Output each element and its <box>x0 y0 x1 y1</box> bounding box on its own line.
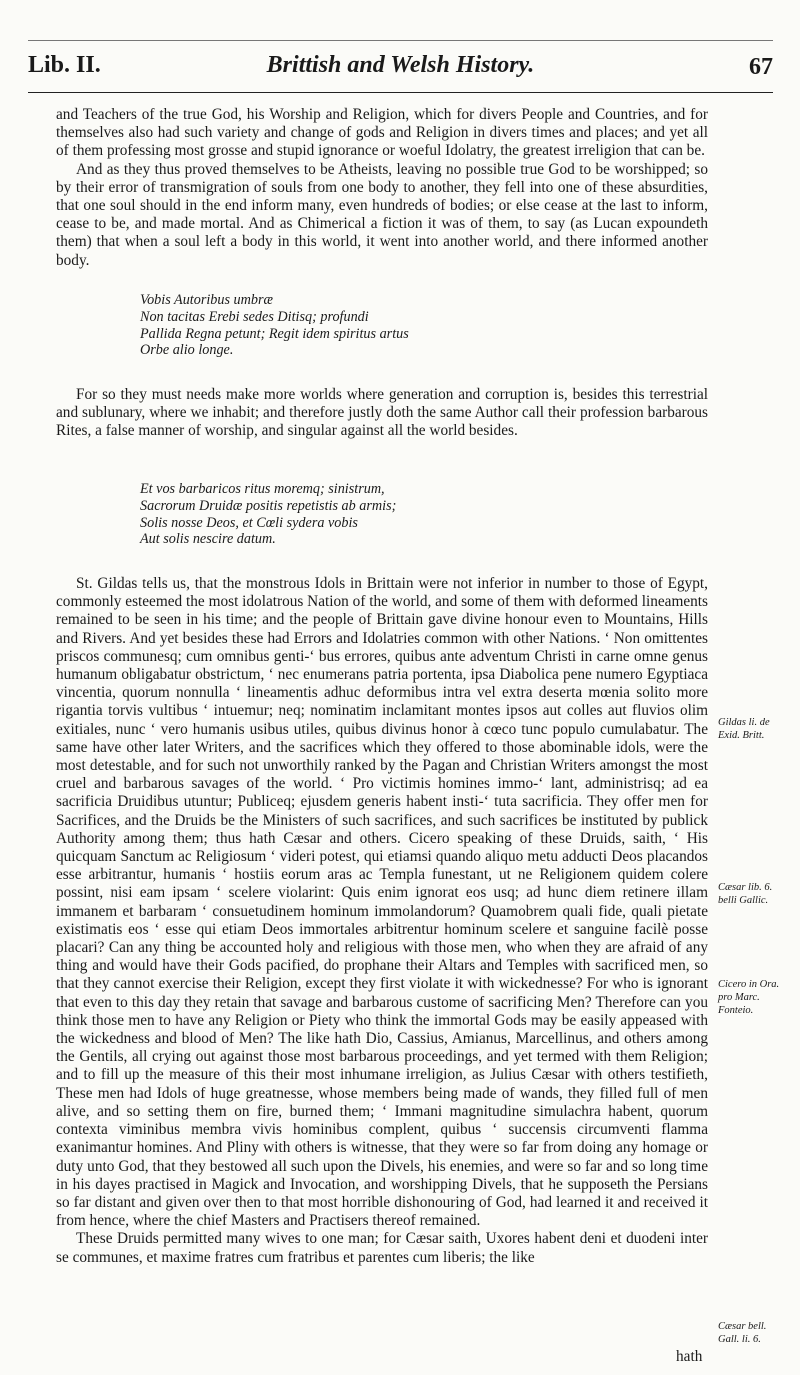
verse-line: Sacrorum Druidæ positis repetistis ab armis; <box>140 497 397 514</box>
margin-note-cicero: Cicero in Ora. pro Marc. Fonteio. <box>718 979 780 1016</box>
catchword: hath <box>676 1348 703 1365</box>
verse-line: Non tacitas Erebi sedes Ditisq; profundi <box>140 308 369 325</box>
page-number: 67 <box>749 54 773 80</box>
running-head <box>28 50 773 90</box>
running-title: Brittish and Welsh History. <box>266 52 535 78</box>
verse-line: Solis nosse Deos, et Cœli sydera vobis <box>140 514 358 531</box>
top-rule <box>28 40 773 41</box>
verse-quote-1 <box>140 292 620 359</box>
paragraph-2: And as they thus proved themselves to be Atheists, leaving no possible true God to be worshipped; so by their error of transmigration of souls from one body to another, they fell into one of these absurdities, that one soul should in the end inform many, even hundreds of bodies; or else cease at the last to inform, cease to be, and made mortal. And as Chimerical a fiction it was of them, to say (as Lucan expoundeth them) that when a soul left a body in this world, it went into another world, and there informed another body. <box>56 160 708 269</box>
paragraph-3-block <box>56 386 708 441</box>
main-body <box>56 575 708 1267</box>
paragraphs-1-2 <box>56 106 708 270</box>
verse-line: Orbe alio longe. <box>140 342 234 359</box>
margin-note-gildas: Gildas li. de Exid. Britt. <box>718 717 770 741</box>
paragraph-1: and Teachers of the true God, his Worship and Religion, which for divers People and Countries, and for themselves also had such variety and change of gods and Religion in divers times and places; and yet all of them professing most grosse and stupid ignorance or woeful Idolatry, the greatest irreligion that can be. <box>56 106 708 160</box>
header-rule <box>28 92 773 93</box>
paragraph-4: St. Gildas tells us, that the monstrous Idols in Brittain were not inferior in number to those of Egypt, commonly esteemed the most idolatrous Nation of the world, and some of them with deformed lineaments remained to be seen in his time; and the people of Brittain gave divine honour even to Mountains, Hills and Rivers. And yet besides these had Errors and Idolatries common with other Nations. ‘ Non omittentes priscos communesq; cum omnibus genti-‘ bus errores, quibus ante adventum Christi in carne omne genus humanum obligabatur obstrictum, ‘ nec enumerans patria portenta, ipsa Diabolica pene numero Egyptiaca vincentia, quorum nonnulla ‘ lineamentis adhuc deformibus intra vel extra deserta mœnia solito more rigantia torvis vultibus ‘ intuemur; neq; nominatim inclamitant montes ipsos aut colles aut fluvios olim exitiales, nunc ‘ vero humanis usibus utiles, quibus divinus honor à cœco tunc populo cumulabatur. The same have other later Writers, and the sacrifices which they offered to those abominable idols, were the most detestable, and for such not unworthily ranked by the Pagan and Christian Writers amongst the most cruel and barbarous savages of the world. ‘ Pro victimis homines immo-‘ lant, administrisq; ad ea sacrificia Druidibus utuntur; Publiceq; ejusdem generis habent insti-‘ tuta sacrificia. They offer men for Sacrifices, and the Druids be the Ministers of such sacrifices, and such sacrifices be instituted by publick Authority among them; thus hath Cæsar and others. Cicero speaking of these Druids, saith, ‘ His quicquam Sanctum ac Religiosum ‘ videri potest, qui etiamsi quando aliquo metu adducti Deos placandos esse arbitrantur, humanis ‘ hostiis eorum aras ac Templa funestant, ut ne Religionem quidem colere possint, nisi eam ipsam ‘ scelere violarint: Quis enim ignorat eos usq; ad hunc diem retinere illam immanem et barbaram ‘ consuetudinem hominum immolandorum? Quamobrem quali fide, quali pietate existimatis eos ‘ esse qui etiam Deos immortales arbitrentur hominum scelere et sanguine facilè posse placari? Can any thing be accounted holy and religious with those men, who when they are afraid of any thing and would have their Gods pacified, do prophane their Altars and Temples with sacrificed men, so that they cannot exercise their Religion, except they first violate it with wickednesse? For who is ignorant that even to this day they retain that savage and barbarous custome of sacrificing Men? Therefore can you think those men to have any Religion or Piety who think the immortal Gods may be easily appeased with the wickedness and blood of Men? The like hath Dio, Cassius, Amianus, Marcellinus, and others among the Gentils, all crying out against those most barbarous proceedings, and yet termed with them Religion; and to fill up the measure of this their most inhumane irreligion, as Julius Cæsar with others testifieth, These men had Idols of huge greatnesse, whose members being made of wands, they filled full of men alive, and so setting them on fire, burned them; ‘ Immani magnitudine simulachra habent, quorum contexta viminibus membra vivis hominibus complent, quibus ‘ succensis circumventi flamma exanimantur homines. And Pliny with others is witnesse, that they were so far from doing any homage or duty unto God, that they bestowed all such upon the Divels, his enemies, and were so far and so long time in his dayes practised in Magick and Invocation, and worshipping Divels, that he supposeth the Persians so far distant and given over then to that most horrible dishonouring of God, had learned it and received it from hence, where the chief Masters and Practisers thereof remained. <box>56 575 708 1230</box>
margin-note-caesar: Cæsar lib. 6. belli Gallic. <box>718 882 773 906</box>
verse-line: Pallida Regna petunt; Regit idem spiritus artus <box>140 325 409 342</box>
book-label: Lib. II. <box>28 52 101 78</box>
verse-quote-2 <box>140 481 620 548</box>
verse-line: Et vos barbaricos ritus moremq; sinistrum, <box>140 481 385 497</box>
paragraph-5: These Druids permitted many wives to one man; for Cæsar saith, Uxores habent deni et duodeni inter se communes, et maxime fratres cum fratribus et parentes cum liberis; the like <box>56 1230 708 1266</box>
verse-line: Vobis Autoribus umbræ <box>140 292 273 308</box>
margin-note-caesar-bell: Cæsar bell. Gall. li. 6. <box>718 1321 767 1345</box>
verse-line: Aut solis nescire datum. <box>140 531 276 548</box>
paragraph-3: For so they must needs make more worlds where generation and corruption is, besides this terrestrial and sublunary, where we inhabit; and therefore justly doth the same Author call their profession barbarous Rites, a false manner of worship, and singular against all the world besides. <box>56 386 708 440</box>
